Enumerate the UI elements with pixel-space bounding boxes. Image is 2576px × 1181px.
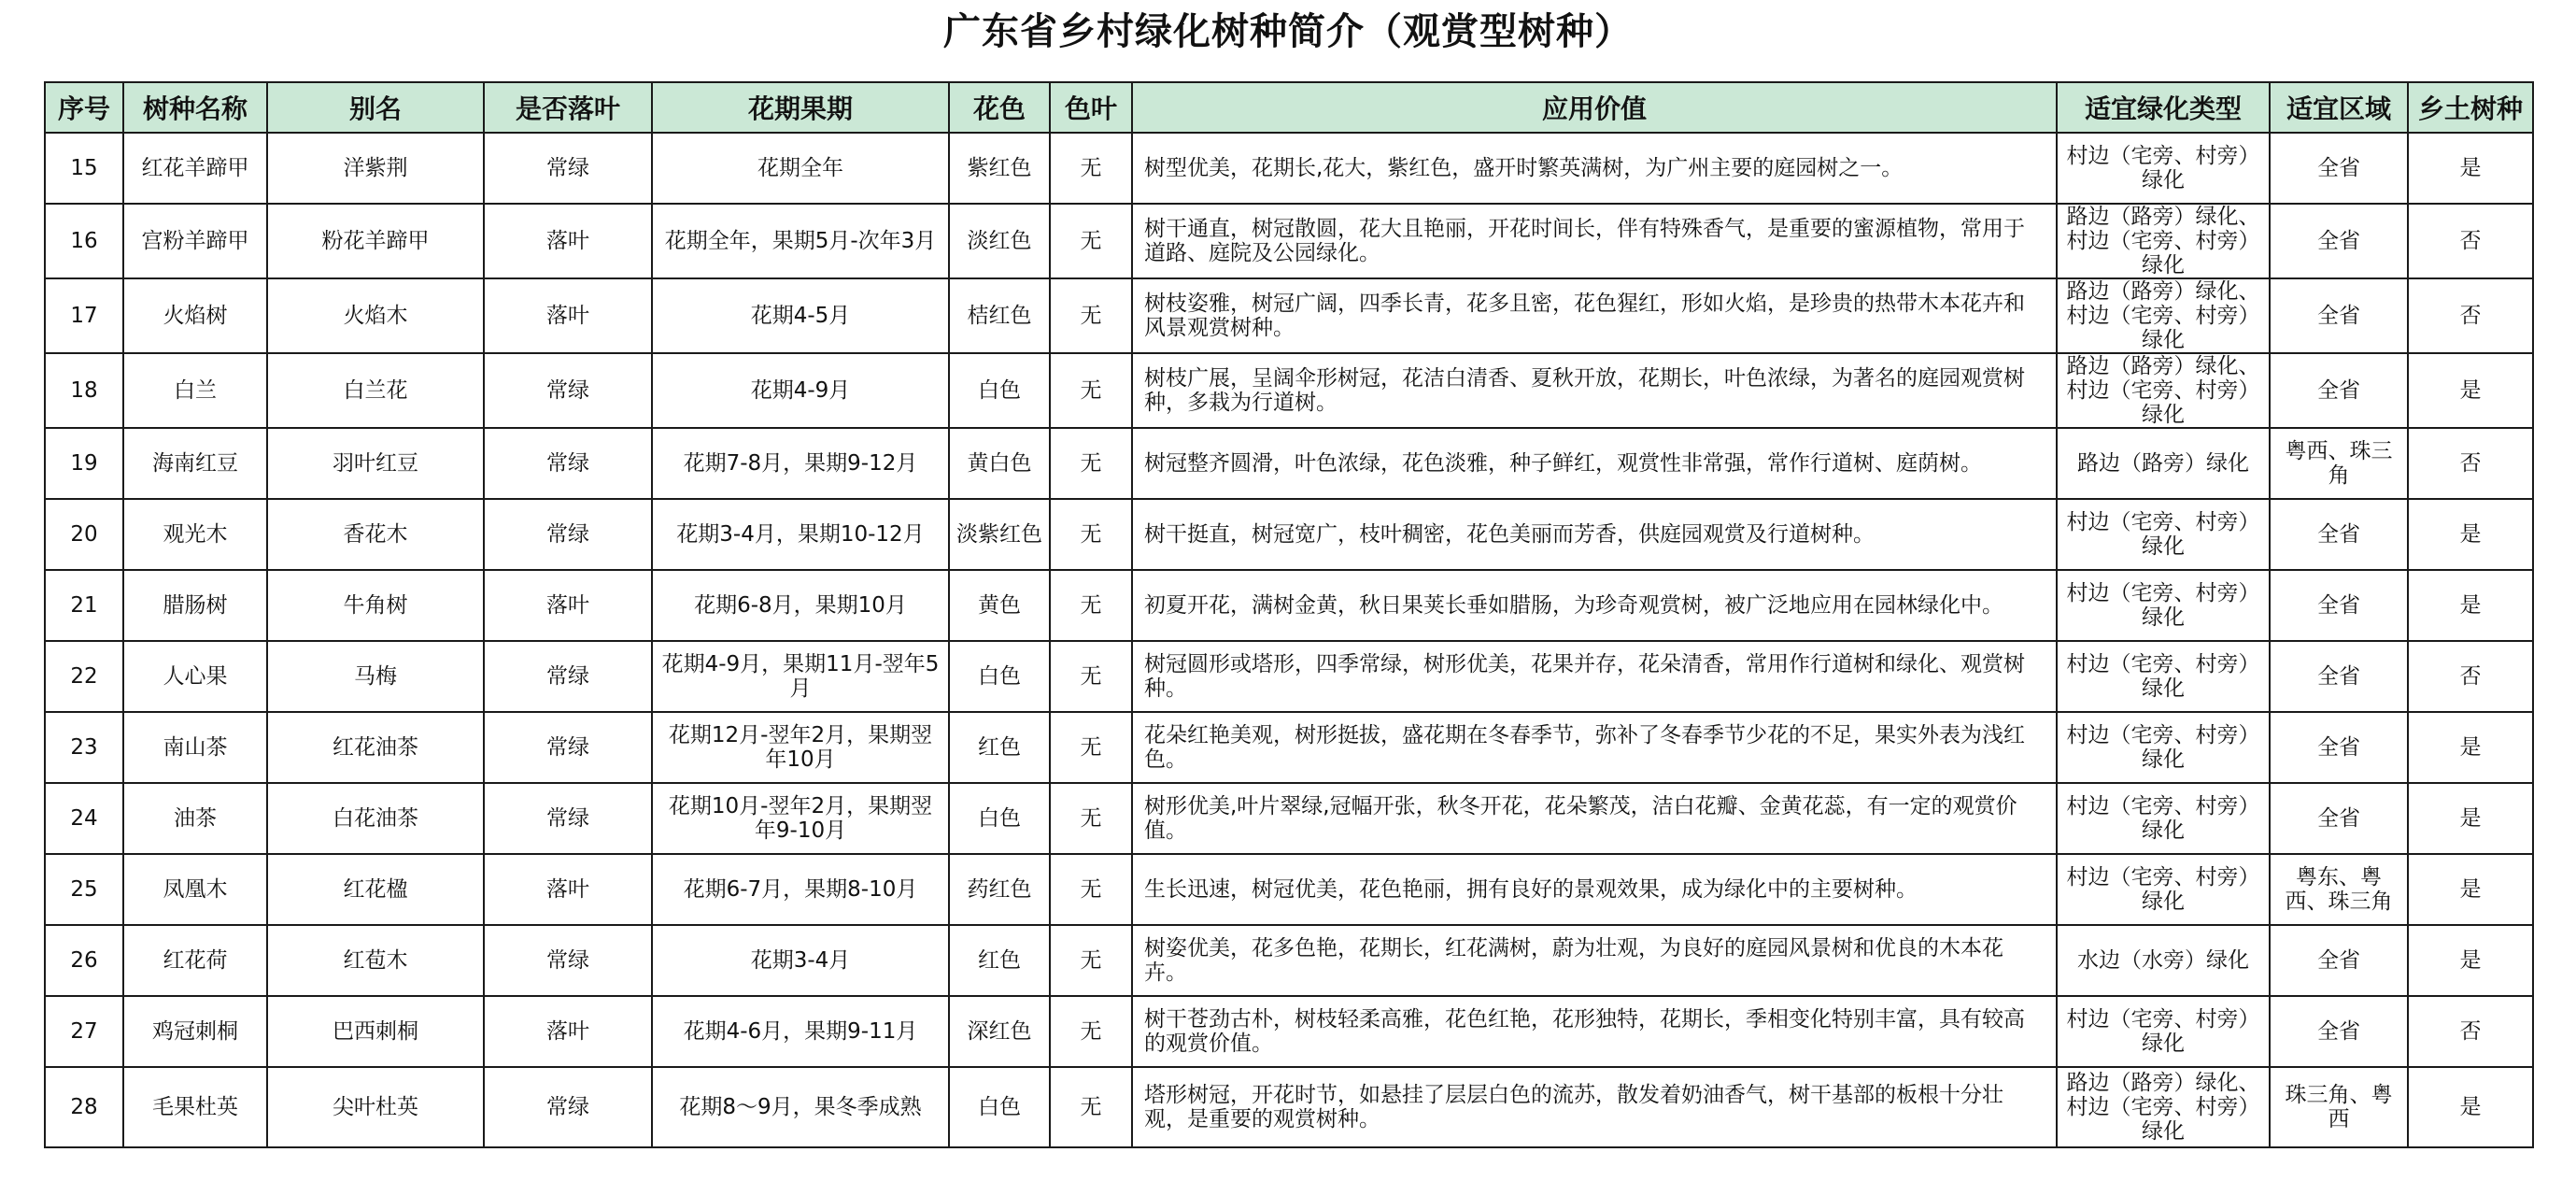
- table-row: [45, 428, 2533, 499]
- cell-flower-color: 红色: [949, 712, 1050, 783]
- cell-value: 生长迅速，树冠优美，花色艳丽，拥有良好的景观效果，成为绿化中的主要树种。: [1132, 854, 2057, 925]
- cell-deciduous: 常绿: [484, 783, 652, 854]
- tree-species-table: [44, 81, 2534, 1148]
- cell-value: 树冠整齐圆滑，叶色浓绿，花色淡雅，种子鲜红，观赏性非常强，常作行道树、庭荫树。: [1132, 428, 2057, 499]
- cell-native: 是: [2408, 570, 2533, 641]
- cell-leaf-color: 无: [1050, 1067, 1132, 1147]
- cell-region: 全省: [2270, 712, 2408, 783]
- cell-leaf-color: 无: [1050, 204, 1132, 278]
- cell-region: 全省: [2270, 641, 2408, 712]
- cell-no: 23: [45, 712, 123, 783]
- cell-leaf-color: 无: [1050, 499, 1132, 570]
- cell-period: 花期4-5月: [652, 278, 949, 353]
- cell-deciduous: 落叶: [484, 570, 652, 641]
- cell-leaf-color: 无: [1050, 712, 1132, 783]
- cell-region: 全省: [2270, 925, 2408, 996]
- cell-flower-color: 白色: [949, 1067, 1050, 1147]
- cell-period: 花期全年: [652, 133, 949, 204]
- cell-region: 全省: [2270, 570, 2408, 641]
- cell-leaf-color: 无: [1050, 854, 1132, 925]
- cell-name: 人心果: [123, 641, 267, 712]
- cell-greening-type: 水边（水旁）绿化: [2057, 925, 2270, 996]
- cell-native: 否: [2408, 428, 2533, 499]
- cell-native: 是: [2408, 783, 2533, 854]
- cell-greening-type: 村边（宅旁、村旁）绿化: [2057, 783, 2270, 854]
- column-header-period: 花期果期: [652, 82, 949, 133]
- cell-greening-type: 村边（宅旁、村旁）绿化: [2057, 996, 2270, 1067]
- cell-name: 红花羊蹄甲: [123, 133, 267, 204]
- cell-value: 树型优美，花期长,花大，紫红色，盛开时繁英满树，为广州主要的庭园树之一。: [1132, 133, 2057, 204]
- cell-leaf-color: 无: [1050, 353, 1132, 428]
- cell-name: 火焰树: [123, 278, 267, 353]
- table-row: [45, 783, 2533, 854]
- cell-flower-color: 白色: [949, 641, 1050, 712]
- cell-deciduous: 落叶: [484, 996, 652, 1067]
- cell-period: 花期7-8月，果期9-12月: [652, 428, 949, 499]
- cell-period: 花期12月-翌年2月，果期翌年10月: [652, 712, 949, 783]
- cell-flower-color: 深红色: [949, 996, 1050, 1067]
- cell-native: 是: [2408, 854, 2533, 925]
- cell-flower-color: 黄白色: [949, 428, 1050, 499]
- cell-greening-type: 路边（路旁）绿化、村边（宅旁、村旁）绿化: [2057, 204, 2270, 278]
- cell-greening-type: 路边（路旁）绿化、村边（宅旁、村旁）绿化: [2057, 1067, 2270, 1147]
- cell-greening-type: 村边（宅旁、村旁）绿化: [2057, 712, 2270, 783]
- cell-value: 塔形树冠，开花时节，如悬挂了层层白色的流苏，散发着奶油香气，树干基部的板根十分壮观，是重要的观赏树种。: [1132, 1067, 2057, 1147]
- cell-alias: 红苞木: [267, 925, 484, 996]
- cell-name: 宫粉羊蹄甲: [123, 204, 267, 278]
- cell-leaf-color: 无: [1050, 996, 1132, 1067]
- column-header-greening-type: 适宜绿化类型: [2057, 82, 2270, 133]
- table-row: [45, 996, 2533, 1067]
- table-row: [45, 204, 2533, 278]
- cell-alias: 香花木: [267, 499, 484, 570]
- cell-greening-type: 村边（宅旁、村旁）绿化: [2057, 570, 2270, 641]
- cell-no: 17: [45, 278, 123, 353]
- cell-period: 花期6-8月，果期10月: [652, 570, 949, 641]
- cell-region: 粤东、粤西、珠三角: [2270, 854, 2408, 925]
- column-header-value: 应用价值: [1132, 82, 2057, 133]
- cell-region: 全省: [2270, 499, 2408, 570]
- cell-period: 花期全年，果期5月-次年3月: [652, 204, 949, 278]
- cell-region: 全省: [2270, 996, 2408, 1067]
- cell-leaf-color: 无: [1050, 278, 1132, 353]
- cell-no: 28: [45, 1067, 123, 1147]
- cell-name: 鸡冠刺桐: [123, 996, 267, 1067]
- table-row: [45, 1067, 2533, 1147]
- cell-alias: 白兰花: [267, 353, 484, 428]
- cell-name: 红花荷: [123, 925, 267, 996]
- cell-deciduous: 常绿: [484, 1067, 652, 1147]
- cell-greening-type: 村边（宅旁、村旁）绿化: [2057, 133, 2270, 204]
- table-row: [45, 854, 2533, 925]
- cell-deciduous: 常绿: [484, 133, 652, 204]
- table-row: [45, 925, 2533, 996]
- cell-native: 否: [2408, 996, 2533, 1067]
- cell-period: 花期4-6月，果期9-11月: [652, 996, 949, 1067]
- cell-value: 树枝姿雅，树冠广阔，四季长青，花多且密，花色猩红，形如火焰，是珍贵的热带木本花卉和风景观赏树种。: [1132, 278, 2057, 353]
- cell-name: 观光木: [123, 499, 267, 570]
- table-header-row: [45, 82, 2533, 133]
- cell-no: 15: [45, 133, 123, 204]
- table-row: [45, 278, 2533, 353]
- cell-leaf-color: 无: [1050, 570, 1132, 641]
- cell-native: 是: [2408, 1067, 2533, 1147]
- cell-deciduous: 常绿: [484, 428, 652, 499]
- cell-value: 树姿优美，花多色艳，花期长，红花满树，蔚为壮观，为良好的庭园风景树和优良的木本花卉。: [1132, 925, 2057, 996]
- cell-value: 初夏开花，满树金黄，秋日果荚长垂如腊肠，为珍奇观赏树，被广泛地应用在园林绿化中。: [1132, 570, 2057, 641]
- cell-no: 25: [45, 854, 123, 925]
- cell-deciduous: 落叶: [484, 204, 652, 278]
- cell-no: 19: [45, 428, 123, 499]
- cell-alias: 巴西刺桐: [267, 996, 484, 1067]
- cell-deciduous: 常绿: [484, 925, 652, 996]
- cell-no: 27: [45, 996, 123, 1067]
- cell-name: 毛果杜英: [123, 1067, 267, 1147]
- table-row: [45, 641, 2533, 712]
- cell-period: 花期10月-翌年2月，果期翌年9-10月: [652, 783, 949, 854]
- cell-leaf-color: 无: [1050, 641, 1132, 712]
- cell-region: 全省: [2270, 204, 2408, 278]
- cell-deciduous: 常绿: [484, 353, 652, 428]
- cell-greening-type: 路边（路旁）绿化: [2057, 428, 2270, 499]
- cell-native: 否: [2408, 204, 2533, 278]
- cell-alias: 红花油茶: [267, 712, 484, 783]
- column-header-alias: 别名: [267, 82, 484, 133]
- cell-native: 是: [2408, 712, 2533, 783]
- cell-period: 花期3-4月，果期10-12月: [652, 499, 949, 570]
- column-header-no: 序号: [45, 82, 123, 133]
- cell-no: 18: [45, 353, 123, 428]
- cell-no: 16: [45, 204, 123, 278]
- cell-value: 树冠圆形或塔形，四季常绿，树形优美，花果并存，花朵清香，常用作行道树和绿化、观赏树种。: [1132, 641, 2057, 712]
- cell-period: 花期8～9月，果冬季成熟: [652, 1067, 949, 1147]
- column-header-name: 树种名称: [123, 82, 267, 133]
- cell-flower-color: 白色: [949, 353, 1050, 428]
- cell-value: 树干苍劲古朴，树枝轻柔高雅，花色红艳，花形独特，花期长，季相变化特别丰富，具有较高的观赏价值。: [1132, 996, 2057, 1067]
- cell-deciduous: 常绿: [484, 499, 652, 570]
- cell-native: 否: [2408, 278, 2533, 353]
- cell-alias: 洋紫荆: [267, 133, 484, 204]
- cell-greening-type: 路边（路旁）绿化、村边（宅旁、村旁）绿化: [2057, 278, 2270, 353]
- cell-native: 是: [2408, 353, 2533, 428]
- cell-region: 全省: [2270, 353, 2408, 428]
- cell-leaf-color: 无: [1050, 428, 1132, 499]
- cell-name: 南山茶: [123, 712, 267, 783]
- cell-region: 粤西、珠三角: [2270, 428, 2408, 499]
- table-row: [45, 570, 2533, 641]
- cell-alias: 尖叶杜英: [267, 1067, 484, 1147]
- cell-alias: 火焰木: [267, 278, 484, 353]
- cell-no: 26: [45, 925, 123, 996]
- cell-period: 花期3-4月: [652, 925, 949, 996]
- cell-period: 花期6-7月，果期8-10月: [652, 854, 949, 925]
- cell-name: 海南红豆: [123, 428, 267, 499]
- cell-greening-type: 村边（宅旁、村旁）绿化: [2057, 641, 2270, 712]
- cell-alias: 白花油茶: [267, 783, 484, 854]
- cell-region: 全省: [2270, 133, 2408, 204]
- cell-no: 20: [45, 499, 123, 570]
- cell-flower-color: 白色: [949, 783, 1050, 854]
- cell-flower-color: 桔红色: [949, 278, 1050, 353]
- cell-value: 树干挺直，树冠宽广，枝叶稠密，花色美丽而芳香，供庭园观赏及行道树种。: [1132, 499, 2057, 570]
- cell-name: 油茶: [123, 783, 267, 854]
- table-row: [45, 353, 2533, 428]
- cell-flower-color: 紫红色: [949, 133, 1050, 204]
- cell-value: 树形优美,叶片翠绿,冠幅开张，秋冬开花，花朵繁茂，洁白花瓣、金黄花蕊，有一定的观赏价值。: [1132, 783, 2057, 854]
- cell-native: 否: [2408, 641, 2533, 712]
- cell-name: 凤凰木: [123, 854, 267, 925]
- cell-region: 全省: [2270, 783, 2408, 854]
- cell-flower-color: 红色: [949, 925, 1050, 996]
- table-row: [45, 712, 2533, 783]
- cell-native: 是: [2408, 499, 2533, 570]
- cell-deciduous: 常绿: [484, 712, 652, 783]
- cell-deciduous: 落叶: [484, 854, 652, 925]
- cell-alias: 粉花羊蹄甲: [267, 204, 484, 278]
- cell-leaf-color: 无: [1050, 925, 1132, 996]
- cell-flower-color: 淡紫红色: [949, 499, 1050, 570]
- cell-greening-type: 村边（宅旁、村旁）绿化: [2057, 499, 2270, 570]
- cell-no: 21: [45, 570, 123, 641]
- cell-deciduous: 常绿: [484, 641, 652, 712]
- column-header-deciduous: 是否落叶: [484, 82, 652, 133]
- table-row: [45, 499, 2533, 570]
- cell-value: 树干通直，树冠散圆，花大且艳丽，开花时间长，伴有特殊香气，是重要的蜜源植物，常用于道路、庭院及公园绿化。: [1132, 204, 2057, 278]
- column-header-flower-color: 花色: [949, 82, 1050, 133]
- cell-no: 24: [45, 783, 123, 854]
- cell-alias: 牛角树: [267, 570, 484, 641]
- column-header-native: 乡土树种: [2408, 82, 2533, 133]
- column-header-leaf-color: 色叶: [1050, 82, 1132, 133]
- cell-name: 腊肠树: [123, 570, 267, 641]
- cell-deciduous: 落叶: [484, 278, 652, 353]
- page-title: 广东省乡村绿化树种简介（观赏型树种）: [943, 10, 1633, 53]
- cell-name: 白兰: [123, 353, 267, 428]
- cell-native: 是: [2408, 133, 2533, 204]
- cell-no: 22: [45, 641, 123, 712]
- table-body: [45, 133, 2533, 1147]
- cell-period: 花期4-9月，果期11月-翌年5月: [652, 641, 949, 712]
- cell-region: 珠三角、粤西: [2270, 1067, 2408, 1147]
- cell-greening-type: 村边（宅旁、村旁）绿化: [2057, 854, 2270, 925]
- cell-flower-color: 药红色: [949, 854, 1050, 925]
- cell-native: 是: [2408, 925, 2533, 996]
- cell-value: 花朵红艳美观，树形挺拔，盛花期在冬春季节，弥补了冬春季节少花的不足，果实外表为浅红色。: [1132, 712, 2057, 783]
- cell-leaf-color: 无: [1050, 133, 1132, 204]
- cell-alias: 红花楹: [267, 854, 484, 925]
- cell-greening-type: 路边（路旁）绿化、村边（宅旁、村旁）绿化: [2057, 353, 2270, 428]
- cell-flower-color: 黄色: [949, 570, 1050, 641]
- table-row: [45, 133, 2533, 204]
- column-header-region: 适宜区域: [2270, 82, 2408, 133]
- cell-alias: 羽叶红豆: [267, 428, 484, 499]
- cell-value: 树枝广展，呈阔伞形树冠，花洁白清香、夏秋开放，花期长，叶色浓绿，为著名的庭园观赏树种，多栽为行道树。: [1132, 353, 2057, 428]
- cell-alias: 马梅: [267, 641, 484, 712]
- cell-region: 全省: [2270, 278, 2408, 353]
- cell-period: 花期4-9月: [652, 353, 949, 428]
- cell-leaf-color: 无: [1050, 783, 1132, 854]
- cell-flower-color: 淡红色: [949, 204, 1050, 278]
